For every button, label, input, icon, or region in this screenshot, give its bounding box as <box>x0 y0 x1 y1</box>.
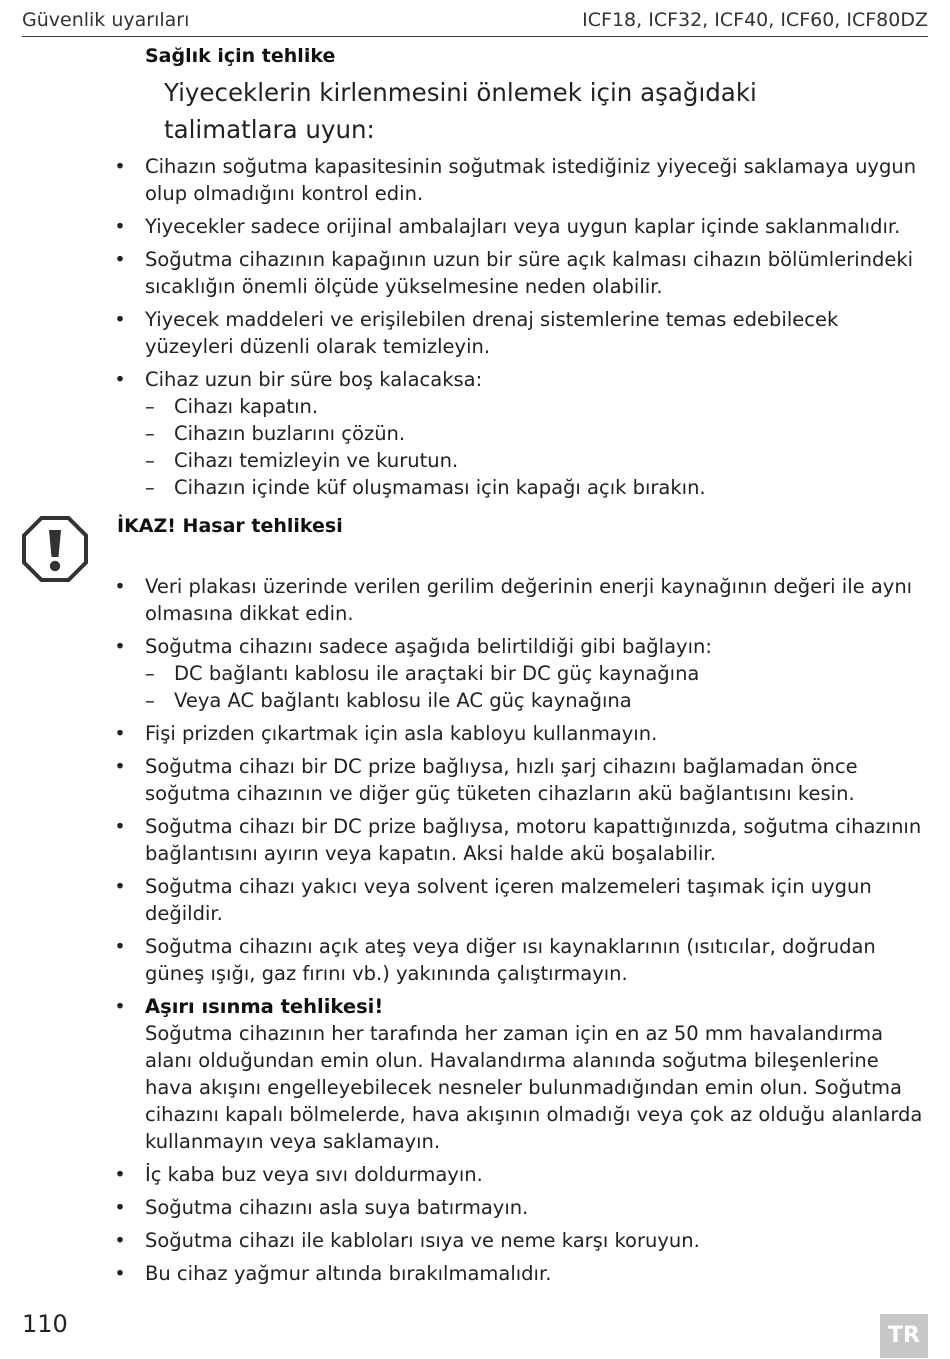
list-item: • Cihazın soğutma kapasitesinin soğutmak istediğiniz yiyeceği saklamaya uygun olup olmadığını kontrol edin. <box>114 155 917 205</box>
health-list <box>113 153 928 507</box>
warning-heading: İKAZ! Hasar tehlikesi <box>117 515 343 537</box>
list-item: • Soğutma cihazını sadece aşağıda belirtildiği gibi bağlayın: – DC bağlantı kablosu ile araçtaki bir DC güç kaynağına – Veya AC bağlantı kablosu ile AC güç kaynağına <box>113 633 928 714</box>
list-item: • İç kaba buz veya sıvı doldurmayın. <box>114 1163 483 1186</box>
sub-item: – Cihazı kapatın. <box>145 395 319 418</box>
section-title: Güvenlik uyarıları <box>22 9 190 31</box>
list-item: • Yiyecek maddeleri ve erişilebilen drenaj sistemlerine temas edebilecek yüzeyleri düzenli olarak temizleyin. <box>114 308 839 358</box>
sub-item: – Veya AC bağlantı kablosu ile AC güç kaynağına <box>145 689 632 712</box>
health-intro: Yiyeceklerin kirlenmesini önlemek için aşağıdaki talimatlara uyun: <box>164 78 757 144</box>
warning-list <box>113 573 928 1293</box>
model-list: ICF18, ICF32, ICF40, ICF60, ICF80DZ <box>582 9 928 31</box>
overheat-text: Soğutma cihazının her tarafında her zaman için en az 50 mm havalandırma alanı olduğundan emin olun. Havalandırma alanında soğutma bileşenlerine hava akışını engelleyebilecek nesneler bulunmadığından emin olun. Soğutma cihazını kapalı bölmelerde, hava akışının olmadığı veya çok az olduğu alanlarda kullanmayın veya saklamayın. <box>145 1022 923 1153</box>
sub-item: – Cihazı temizleyin ve kurutun. <box>145 449 459 472</box>
page-header <box>22 4 928 37</box>
list-item: • Bu cihaz yağmur altında bırakılmamalıdır. <box>114 1262 552 1285</box>
page-number: 110 <box>22 1310 68 1338</box>
sub-item: – DC bağlantı kablosu ile araçtaki bir DC güç kaynağına <box>145 662 700 685</box>
list-item: • Fişi prizden çıkartmak için asla kabloyu kullanmayın. <box>114 722 658 745</box>
list-item: • Soğutma cihazı bir DC prize bağlıysa, motoru kapattığınızda, soğutma cihazının bağlantısını ayırın veya kapatın. Aksi halde akü boşalabilir. <box>114 815 922 865</box>
list-item: • Soğutma cihazı ile kabloları ısıya ve neme karşı koruyun. <box>114 1229 700 1252</box>
sub-item: – Cihazın içinde küf oluşmaması için kapağı açık bırakın. <box>145 476 706 499</box>
health-heading: Sağlık için tehlike <box>145 45 336 67</box>
list-item: • Yiyecekler sadece orijinal ambalajları veya uygun kaplar içinde saklanmalıdır. <box>114 215 901 238</box>
sub-item: – Cihazın buzlarını çözün. <box>145 422 406 445</box>
language-badge: TR <box>880 1314 928 1358</box>
list-item: • Veri plakası üzerinde verilen gerilim değerinin enerji kaynağının değeri ile aynı olmasına dikkat edin. <box>114 575 913 625</box>
list-item: • Soğutma cihazını asla suya batırmayın. <box>114 1196 529 1219</box>
list-item: • Soğutma cihazının kapağının uzun bir süre açık kalması cihazın bölümlerindeki sıcaklığın önemli ölçüde yükselmesine neden olabilir. <box>114 248 914 298</box>
overheat-title: Aşırı ısınma tehlikesi! <box>145 995 384 1018</box>
list-item: • Soğutma cihazı yakıcı veya solvent içeren malzemeleri taşımak için uygun değildir. <box>114 875 872 925</box>
list-item: • Soğutma cihazını açık ateş veya diğer ısı kaynaklarının (ısıtıcılar, doğrudan güneş ışığı, gaz fırını vb.) yakınında çalıştırmayın. <box>114 935 876 985</box>
list-item: • Cihaz uzun bir süre boş kalacaksa: – Cihazı kapatın. – Cihazın buzlarını çözün. – Cihazı temizleyin ve kurutun. – Cihazın içinde küf oluşmaması için kapağı açık bırakın. <box>113 366 928 501</box>
exclamation-octagon-icon <box>22 516 88 582</box>
list-item: • Aşırı ısınma tehlikesi! Soğutma cihazının her tarafında her zaman için en az 50 mm havalandırma alanı olduğundan emin olun. Havalandırma alanında soğutma bileşenlerine hava akışını engelleyebilecek nesneler bulunmadığından emin olun. Soğutma cihazını kapalı bölmelerde, hava akışının olmadığı veya çok az olduğu alanlarda kullanmayın veya saklamayın. <box>114 995 923 1153</box>
list-item: • Soğutma cihazı bir DC prize bağlıysa, hızlı şarj cihazını bağlamadan önce soğutma cihazının ve diğer güç tüketen cihazların akü bağlantısını kesin. <box>114 755 858 805</box>
